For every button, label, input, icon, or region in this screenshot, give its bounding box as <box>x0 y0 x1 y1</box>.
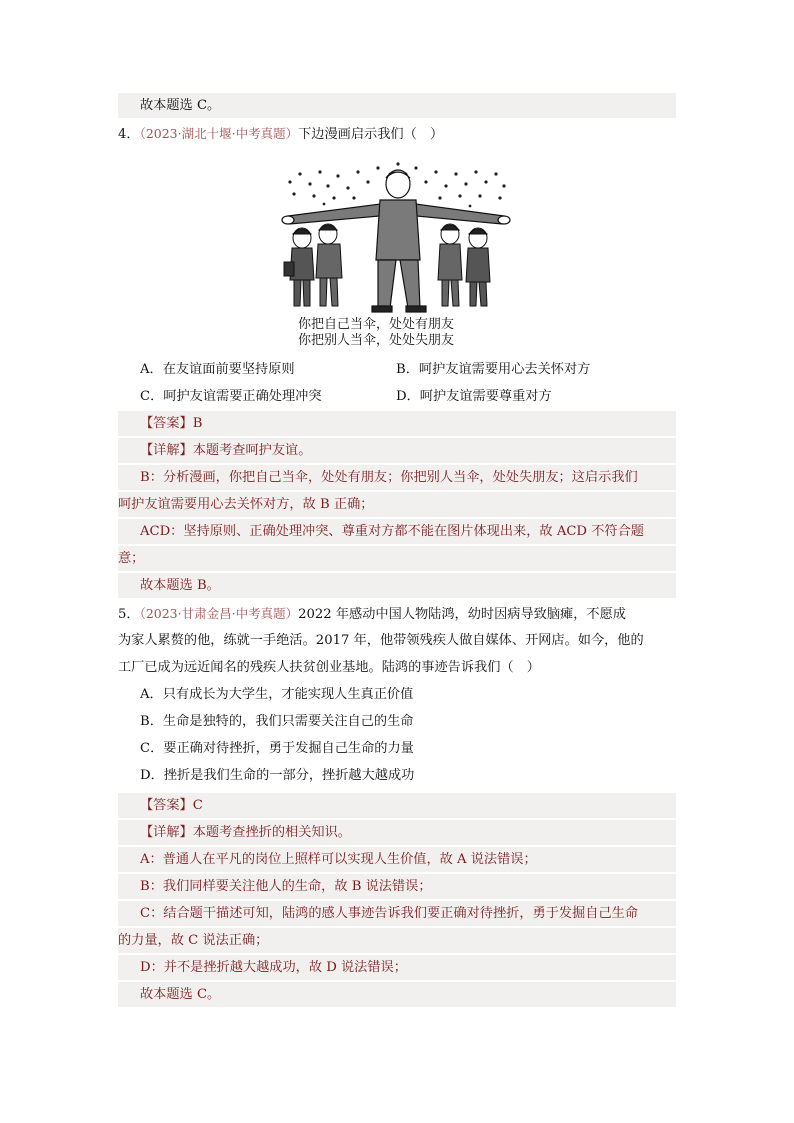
q5-answer: 【答案】C <box>118 793 676 818</box>
q4-stem: 下边漫画启示我们（ ） <box>298 127 444 142</box>
q5-stem-line2: 为家人累赘的他，练就一手绝活。2017 年，他带领残疾人做自媒体、开网店。如今，他的 <box>118 633 644 648</box>
q5-option-d: D．挫折是我们生命的一部分，挫折越大越成功 <box>140 768 415 783</box>
q4-option-d: D．呵护友谊需要尊重对方 <box>396 389 552 404</box>
q4-option-b: B．呵护友谊需要用心去关怀对方 <box>396 362 591 377</box>
q5-stem-line1 <box>118 601 676 626</box>
q4-analysis-b-line2: 呵护友谊需要用心去关怀对方，故 B 正确； <box>118 492 676 517</box>
q4-detail: 【详解】本题考查呵护友谊。 <box>118 438 676 463</box>
q4-conclusion: 故本题选 B。 <box>118 573 676 598</box>
q4-answer: 【答案】B <box>118 411 676 436</box>
q4-number: 4． <box>118 127 140 142</box>
q5-conclusion: 故本题选 C。 <box>118 982 676 1007</box>
right-friends-figures <box>438 224 490 306</box>
q5-option-c: C．要正确对待挫折，勇于发掘自己生命的力量 <box>140 741 414 756</box>
q5-analysis-b: B：我们同样要关注他人的生命，故 B 说法错误； <box>118 874 676 899</box>
q4-stem-line <box>118 121 676 146</box>
prev-conclusion: 故本题选 C。 <box>118 93 676 118</box>
q4-analysis-acd-line2: 意； <box>118 546 676 571</box>
q4-analysis-acd-line1: ACD：坚持原则、正确处理冲突、尊重对方都不能在图片体现出来，故 ACD 不符合题 <box>118 519 676 544</box>
q5-stem-text1: 2022 年感动中国人物陆鸿，幼时因病导致脑瘫，不愿成 <box>298 607 626 622</box>
q5-stem-line3: 工厂已成为远近闻名的残疾人扶贫创业基地。陆鸿的事迹告诉我们（ ） <box>118 660 540 675</box>
q5-analysis-c-line2: 的力量，故 C 说法正确； <box>118 928 676 953</box>
q5-detail: 【详解】本题考查挫折的相关知识。 <box>118 820 676 845</box>
q4-option-a: A．在友谊面前要坚持原则 <box>140 362 295 377</box>
comic-caption-line1: 你把自己当伞，处处有朋友 <box>298 317 455 332</box>
comic-caption-line2: 你把别人当伞，处处失朋友 <box>298 333 455 348</box>
q5-analysis-c-line1: C：结合题干描述可知，陆鸿的感人事迹告诉我们要正确对待挫折，勇于发掘自己生命 <box>118 901 676 926</box>
q4-source-tag: （2023·湖北十堰·中考真题） <box>139 126 299 141</box>
q5-number: 5． <box>118 607 140 622</box>
q5-analysis-d: D：并不是挫折越大越成功，故 D 说法错误； <box>118 955 676 980</box>
left-friends-figures <box>284 224 342 306</box>
q5-source-tag: （2023·甘肃金昌·中考真题） <box>139 606 299 621</box>
q4-option-c: C．呵护友谊需要正确处理冲突 <box>140 389 322 404</box>
q5-option-b: B．生命是独特的，我们只需要关注自己的生命 <box>140 714 414 729</box>
q5-option-a: A．只有成长为大学生，才能实现人生真正价值 <box>140 687 414 702</box>
umbrella-friendship-comic <box>280 160 512 350</box>
q4-analysis-b-line1: B：分析漫画，你把自己当伞，处处有朋友；你把别人当伞，处处失朋友；这启示我们 <box>118 465 676 490</box>
q5-analysis-a: A：普通人在平凡的岗位上照样可以实现人生价值，故 A 说法错误； <box>118 847 676 872</box>
